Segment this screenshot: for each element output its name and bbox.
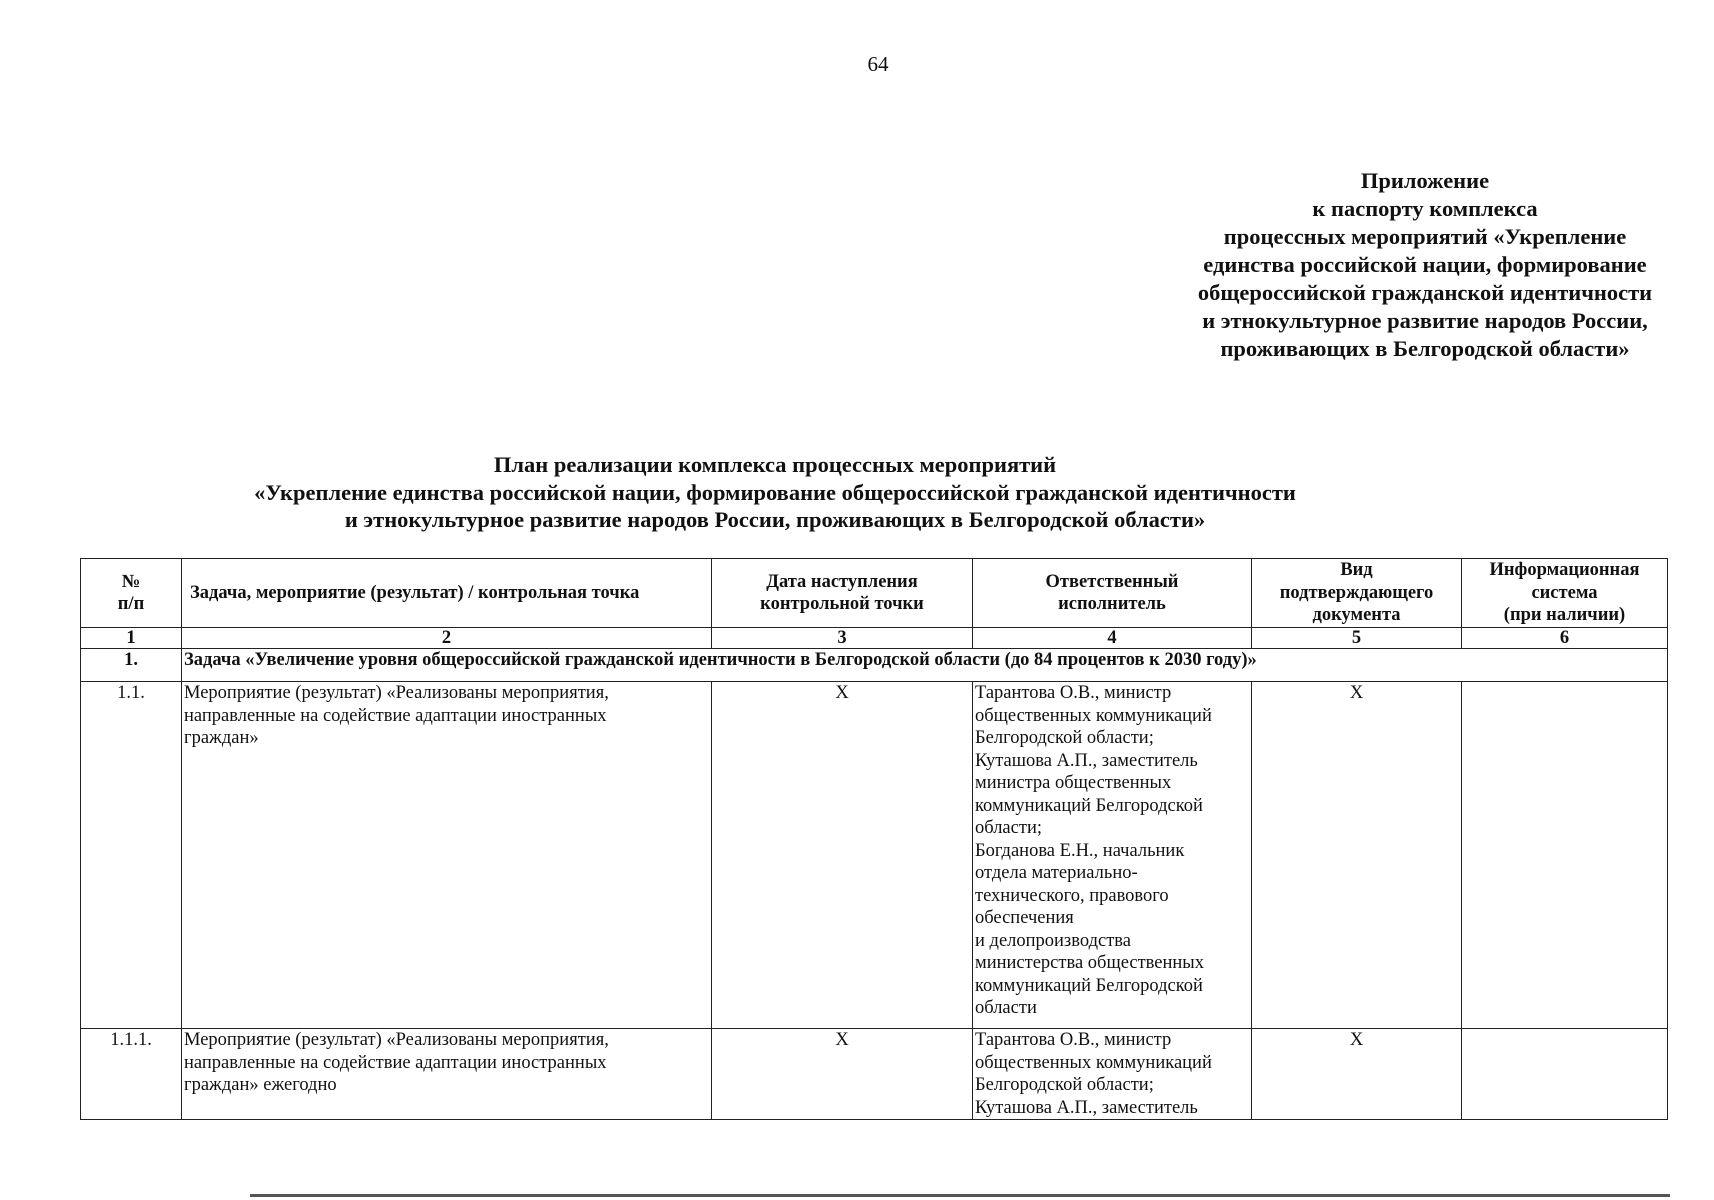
appendix-line: Приложение [1360,168,1490,193]
plan-title-line: «Укрепление единства российской нации, формирование общероссийской гражданской идентичности [254,479,1296,505]
appendix-line: единства российской нации, формирование [1203,252,1647,277]
table-row [81,1029,1668,1120]
appendix-heading [1140,167,1710,363]
plan-title [240,451,1310,534]
header-date: Дата наступления контрольной точки [712,559,973,628]
column-number: 1 [81,628,182,649]
row-info-system [1462,1029,1668,1120]
column-number: 3 [712,628,973,649]
row-document: X [1252,1029,1462,1120]
row-date: X [712,1029,973,1120]
page-bottom-rule [250,1194,1670,1197]
row-activity: Мероприятие (результат) «Реализованы мероприятия, направленные на содействие адаптации иностранных граждан» [182,682,712,1029]
plan-title-line: и этнокультурное развитие народов России, проживающих в Белгородской области» [344,507,1206,532]
header-activity: Задача, мероприятие (результат) / контрольная точка [182,559,712,628]
header-document: Вид подтверждающего документа [1252,559,1462,628]
row-responsible: Тарантова О.В., министр общественных коммуникаций Белгородской области; Куташова А.П., заместитель министра общественных коммуникаций Белгородской области; Богданова Е.Н., начальник отдела материально- технического, правового обеспечения и делопроизводства министерства общественных коммуникаций Белгородской области [973,682,1252,1029]
plan-title-line: План реализации комплекса процессных мероприятий [493,452,1057,477]
column-numbers-row [81,628,1668,649]
row-document: X [1252,682,1462,1029]
column-number: 2 [182,628,712,649]
header-info-system: Информационная система (при наличии) [1462,559,1668,628]
header-number: № п/п [81,559,182,628]
page-number: 64 [867,52,889,76]
appendix-line: и этнокультурное развитие народов России, [1202,308,1648,333]
appendix-line: проживающих в Белгородской области» [1220,336,1630,361]
row-number: 1.1.1. [81,1029,182,1120]
implementation-plan-table [80,558,1668,1120]
row-activity: Мероприятие (результат) «Реализованы мероприятия, направленные на содействие адаптации иностранных граждан» ежегодно [182,1029,712,1120]
row-date: X [712,682,973,1029]
table-row [81,682,1668,1029]
header-responsible: Ответственный исполнитель [973,559,1252,628]
task-row [81,649,1668,682]
appendix-line: общероссийской гражданской идентичности [1197,280,1653,305]
column-number: 6 [1462,628,1668,649]
column-number: 4 [973,628,1252,649]
row-number: 1.1. [81,682,182,1029]
column-number: 5 [1252,628,1462,649]
row-responsible: Тарантова О.В., министр общественных коммуникаций Белгородской области; Куташова А.П., заместитель [973,1029,1252,1120]
appendix-line: к паспорту комплекса [1312,196,1538,221]
task-text: Задача «Увеличение уровня общероссийской гражданской идентичности в Белгородской области (до 84 процентов к 2030 году)» [182,649,1668,682]
appendix-line: процессных мероприятий «Укрепление [1223,224,1627,249]
row-info-system [1462,682,1668,1029]
table-header-row [81,559,1668,628]
task-number: 1. [81,649,182,682]
